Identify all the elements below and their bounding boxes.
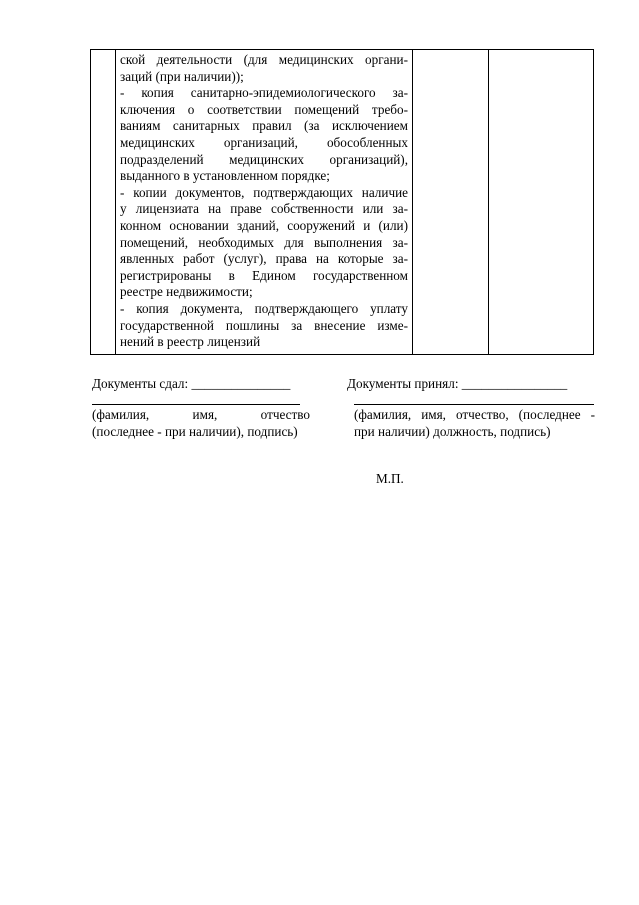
document-list-line: медицинских организаций, обособленных (120, 134, 408, 150)
document-list-line: конном основании зданий, сооружений и (или) (120, 217, 408, 233)
empty-cell (413, 50, 489, 355)
document-list-line: реестре недвижимости; (120, 284, 253, 300)
number-cell (91, 50, 116, 355)
document-list-line: регистрированы в Едином государственном (120, 267, 408, 283)
document-list-line: нений в реестр лицензий (120, 334, 261, 350)
empty-cell (489, 50, 594, 355)
document-list-line: - копии документов, подтверждающих наличие (120, 184, 408, 200)
left-signature-hint (92, 407, 310, 440)
documents-submitted-label: Документы сдал: _______________ (92, 376, 291, 391)
document-list-line: подразделений медицинских организаций), (120, 151, 408, 167)
document-list-line: ской деятельности (для медицинских органи- (120, 52, 408, 67)
document-list-line: у лицензиата на праве собственности или за- (120, 201, 408, 217)
document-list-line: помещений, необходимых для выполнения за- (120, 234, 408, 250)
document-list-line: государственной пошлины за внесение изме- (120, 317, 408, 333)
document-list-line: ключения о соответствии помещений требо- (120, 101, 408, 117)
documents-table (90, 49, 594, 355)
table-row (91, 50, 594, 355)
right-signature-hint (354, 407, 595, 440)
left-signature-line (92, 404, 300, 405)
document-list-line: выданного в установленном порядке; (120, 168, 330, 184)
hint-line: (фамилия, имя, отчество (92, 407, 310, 422)
document-list-line: - копия санитарно-эпидемиологического за- (120, 85, 408, 101)
document-list-cell (116, 50, 413, 355)
document-list-line: явленных работ (услуг), права на которые за- (120, 251, 408, 267)
document-list-line: - копия документа, подтверждающего уплату (120, 300, 408, 316)
document-list-line: ваниям санитарных правил (за исключением (120, 118, 408, 134)
stamp-place-label: М.П. (376, 471, 404, 486)
document-list-line: заций (при наличии)); (120, 68, 244, 84)
hint-line: (последнее - при наличии), подпись) (92, 423, 298, 439)
documents-accepted-label: Документы принял: ________________ (347, 376, 568, 391)
right-signature-line (354, 404, 594, 405)
hint-line: (фамилия, имя, отчество, (последнее - (354, 407, 595, 422)
hint-line: при наличии) должность, подпись) (354, 423, 551, 439)
